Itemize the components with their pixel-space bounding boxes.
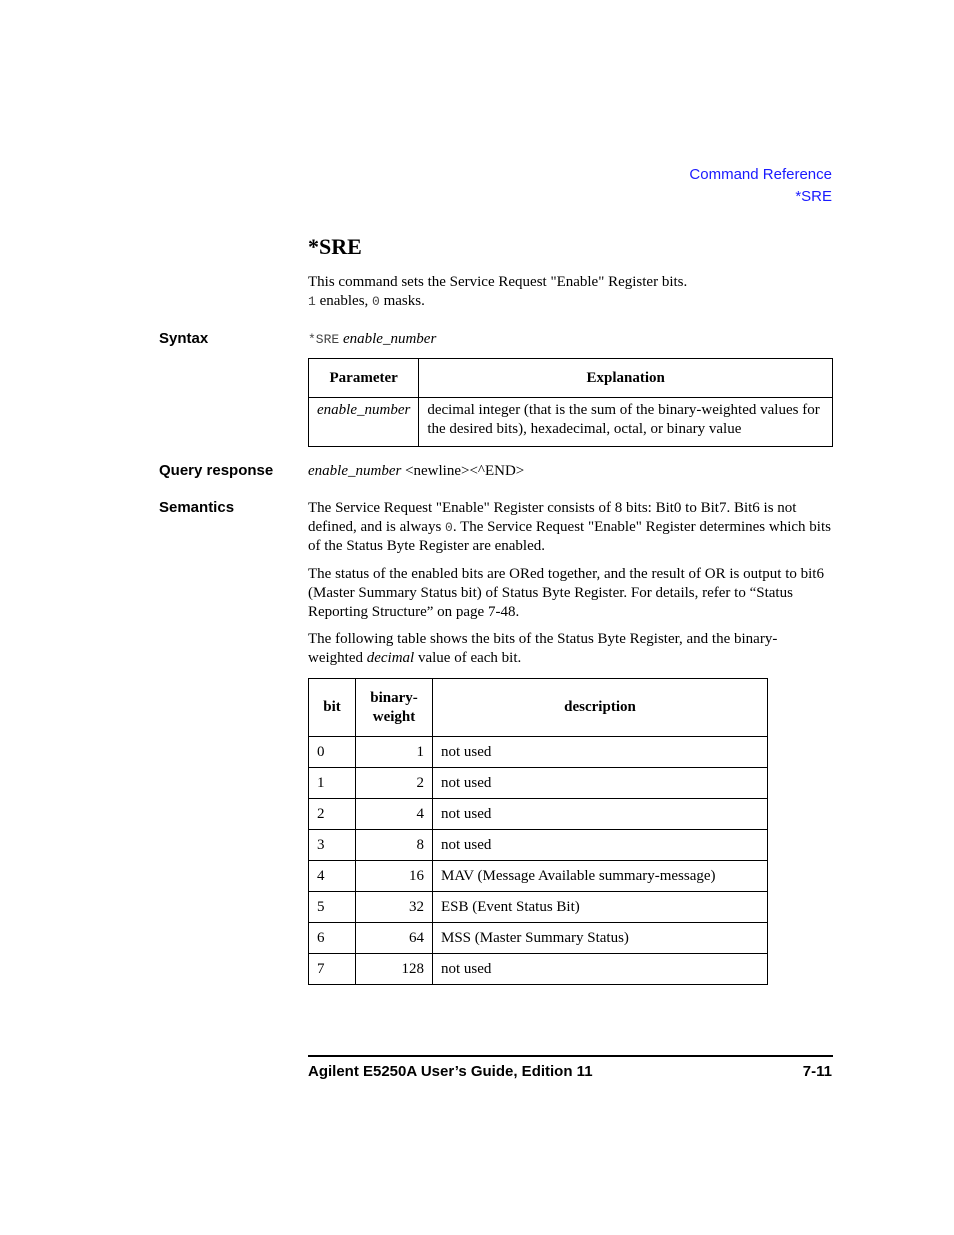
query-response-label: Query response [159, 462, 274, 479]
table-row [309, 768, 768, 799]
semantics-paragraph-3 [308, 630, 832, 668]
semantics-p1-b: . The Service Request "Enable" Register determines which bits of the Status Byte Register are enabled. [308, 519, 831, 554]
semantics-paragraph-2: The status of the enabled bits are ORed together, and the result of OR is output to bit6 (Master Summary Status bit) of Status Byte Register. For details, refer to “Status Reporting Structure” on page 7-48. [308, 566, 824, 620]
explanation-header: Explanation [419, 359, 833, 398]
semantics-p1-zero: 0 [445, 520, 453, 535]
explanation-cell: decimal integer (that is the sum of the binary-weighted values for the desired bits), hexadecimal, octal, or binary value [419, 398, 833, 447]
parameter-header: Parameter [309, 359, 419, 398]
footer-page-number: 7-11 [802, 1063, 832, 1080]
bit-table [308, 678, 768, 985]
bit-cell: 6 [309, 923, 356, 954]
table-row [309, 737, 768, 768]
intro-line1: This command sets the Service Request "Enable" Register bits. [308, 274, 688, 290]
parameter-cell: enable_number [317, 402, 411, 418]
description-cell: not used [433, 737, 768, 768]
bit-cell: 0 [309, 737, 356, 768]
semantics-label: Semantics [159, 499, 235, 516]
page-title: *SRE [308, 234, 362, 259]
table-row [309, 892, 768, 923]
header-command-link[interactable]: *SRE [795, 188, 832, 205]
description-cell: MAV (Message Available summary-message) [433, 861, 768, 892]
parameter-table [308, 358, 833, 447]
description-cell: not used [433, 954, 768, 985]
intro-enables: enables, [315, 293, 373, 309]
footer-guide-title: Agilent E5250A User’s Guide, Edition 11 [308, 1063, 593, 1080]
syntax-label: Syntax [159, 330, 209, 347]
query-response-rest: <newline><^END> [401, 463, 525, 479]
description-header: description [433, 679, 768, 737]
bit-cell: 4 [309, 861, 356, 892]
semantics-p3-em: decimal [366, 650, 415, 666]
semantics-p3-b: value of each bit. [414, 650, 522, 666]
parameter-table-header [309, 359, 833, 398]
semantics-p1-a: The Service Request "Enable" Register consists of 8 bits: Bit0 to Bit7. Bit6 is not defined, and is always [308, 500, 797, 535]
footer-rule [308, 1055, 833, 1057]
weight-cell: 64 [356, 923, 433, 954]
description-cell: not used [433, 799, 768, 830]
binary-weight-header: binary- weight [356, 679, 433, 737]
weight-cell: 16 [356, 861, 433, 892]
description-cell: not used [433, 768, 768, 799]
description-cell: MSS (Master Summary Status) [433, 923, 768, 954]
weight-cell: 128 [356, 954, 433, 985]
description-cell: ESB (Event Status Bit) [433, 892, 768, 923]
query-response-line [308, 462, 832, 481]
semantics-p3-a: The following table shows the bits of the Status Byte Register, and the binary-weighted [308, 631, 778, 666]
intro-paragraph [308, 273, 832, 311]
weight-cell: 8 [356, 830, 433, 861]
weight-cell: 32 [356, 892, 433, 923]
bit-cell: 3 [309, 830, 356, 861]
table-row [309, 398, 833, 447]
bit-cell: 1 [309, 768, 356, 799]
intro-one: 1 [308, 294, 316, 309]
bit-table-header [309, 679, 768, 737]
header-section-link[interactable]: Command Reference [689, 166, 832, 183]
bit-cell: 7 [309, 954, 356, 985]
table-row [309, 799, 768, 830]
weight-cell: 1 [356, 737, 433, 768]
syntax-line [308, 330, 832, 349]
table-row [309, 923, 768, 954]
syntax-param: enable_number [342, 331, 437, 347]
syntax-command: *SRE [308, 332, 340, 347]
query-response-param: enable_number [308, 463, 402, 479]
weight-cell: 2 [356, 768, 433, 799]
table-row [309, 954, 768, 985]
intro-masks: masks. [379, 293, 425, 309]
semantics-paragraph-1 [308, 499, 832, 556]
bit-cell: 5 [309, 892, 356, 923]
table-row [309, 861, 768, 892]
bit-cell: 2 [309, 799, 356, 830]
description-cell: not used [433, 830, 768, 861]
weight-cell: 4 [356, 799, 433, 830]
bit-header: bit [309, 679, 356, 737]
intro-zero: 0 [372, 294, 380, 309]
table-row [309, 830, 768, 861]
